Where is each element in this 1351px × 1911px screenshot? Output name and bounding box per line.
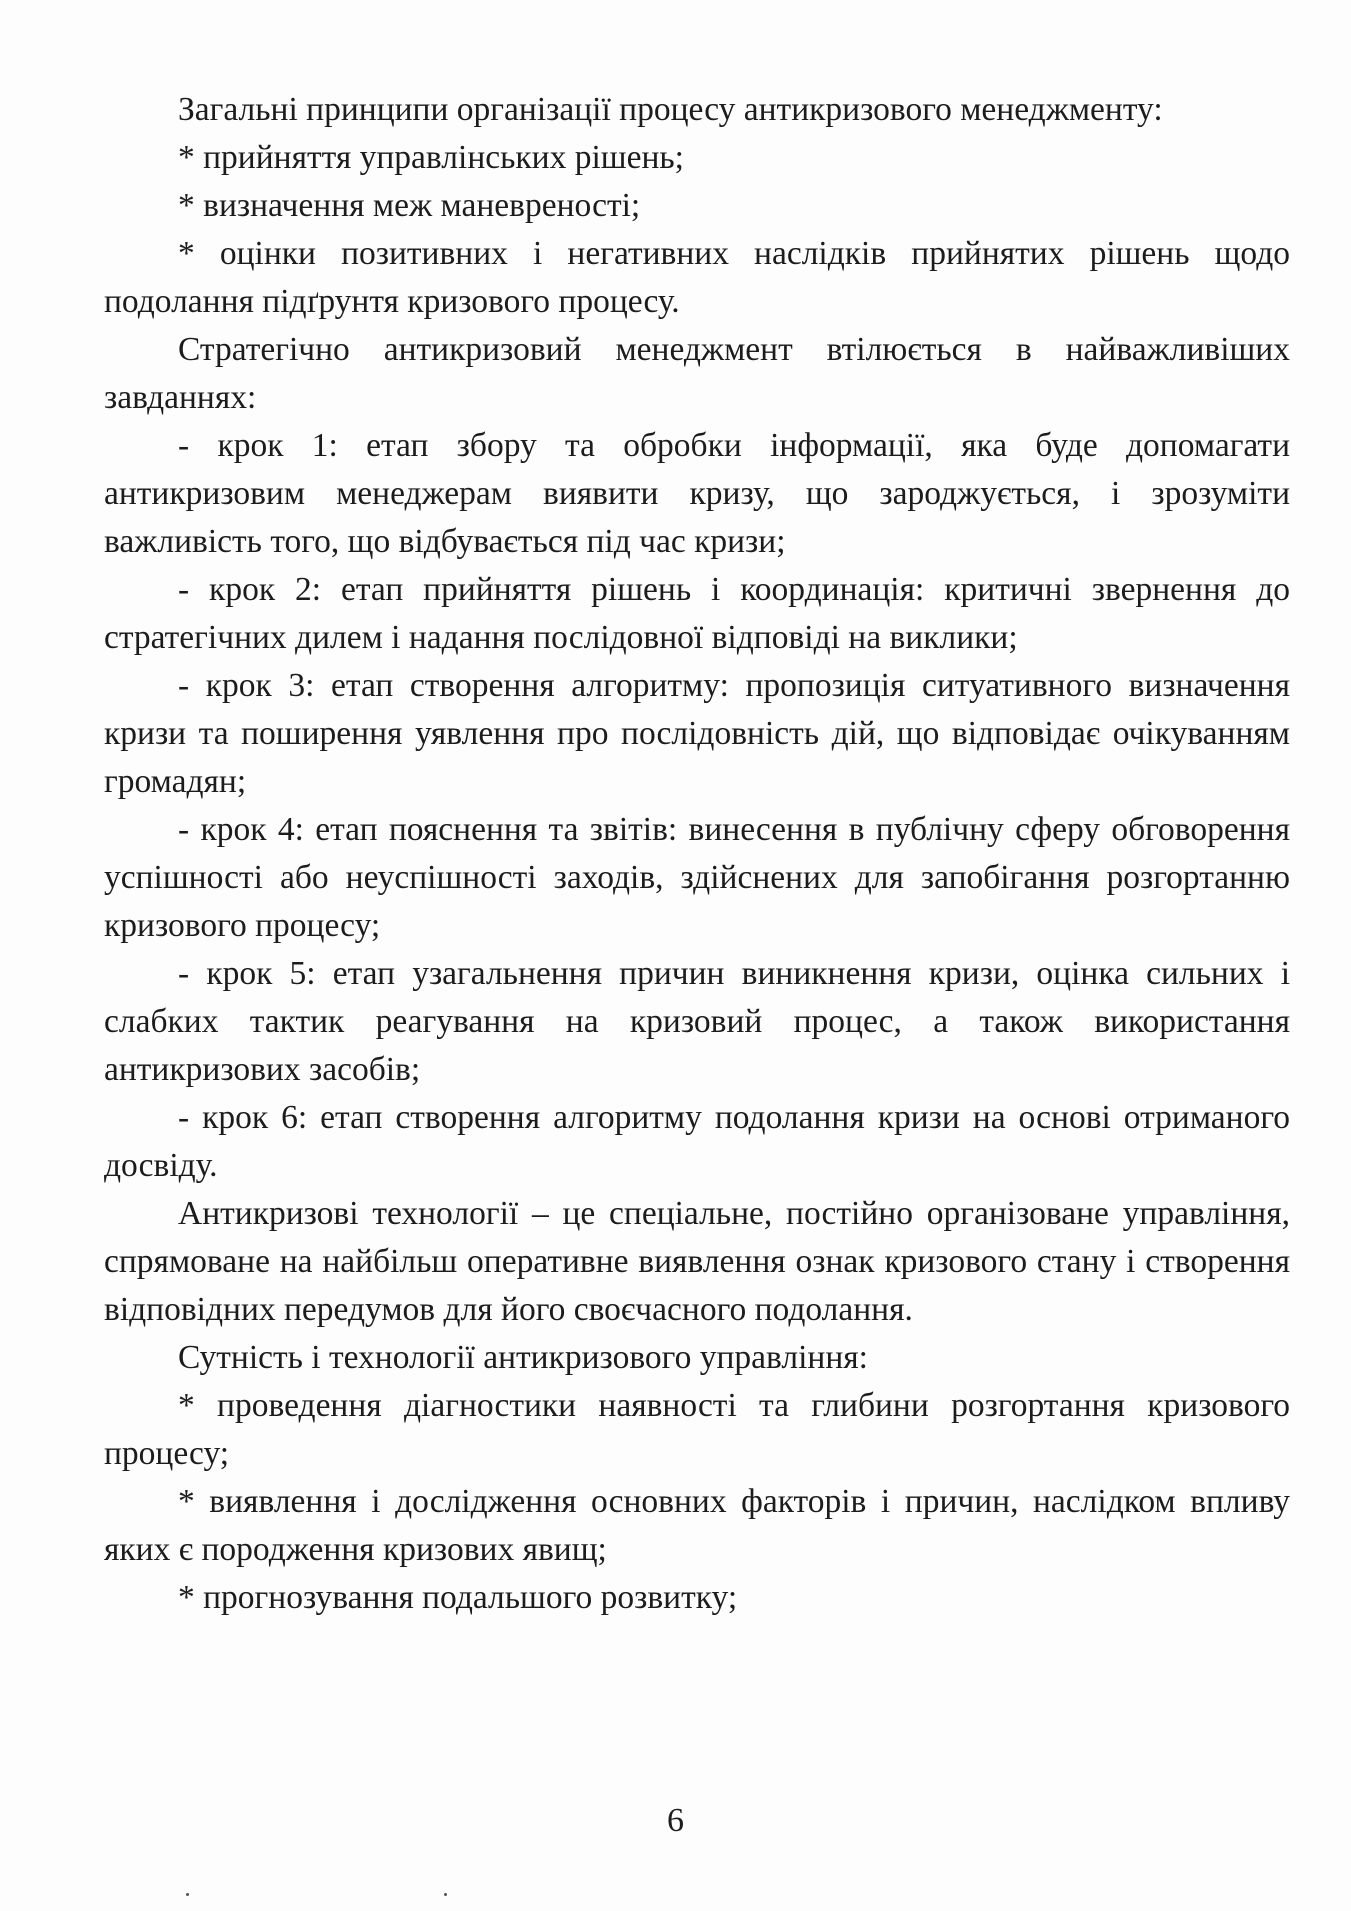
paragraph-essence-intro: Сутність і технології антикризового управління: [178, 1339, 868, 1376]
body-text [104, 86, 1290, 1622]
bullet-factor-research: * виявлення і дослідження основних факторів і причин, наслідком впливу яких є породження кризових явищ; [104, 1483, 1290, 1568]
step-3-item: - крок 3: етап створення алгоритму: пропозиція ситуативного визначення кризи та поширення уявлення про послідовність дій, що відповідає очікуванням громадян; [104, 667, 1290, 800]
scan-speck [444, 1893, 447, 1896]
bullet-maneuverability-limits: * визначення меж маневреності; [178, 187, 641, 224]
page-number: 6 [667, 1802, 684, 1839]
step-6-item: - крок 6: етап створення алгоритму подолання кризи на основі отриманого досвіду. [104, 1099, 1290, 1184]
paragraph-strategic-tasks-intro: Стратегічно антикризовий менеджмент втілюється в найважливіших завданнях: [104, 331, 1290, 416]
step-2-item: - крок 2: етап прийняття рішень і координація: критичні звернення до стратегічних дилем і надання послідовної відповіді на виклики; [104, 571, 1290, 656]
bullet-management-decisions: * прийняття управлінських рішень; [178, 139, 684, 176]
bullet-forecasting: * прогнозування подальшого розвитку; [178, 1579, 738, 1616]
paragraph-anticrisis-technologies: Антикризові технології – це спеціальне, постійно організоване управління, спрямоване на найбільш оперативне виявлення ознак кризового стану і створення відповідних передумов для його своєчасного подолання. [104, 1195, 1290, 1328]
bullet-diagnostics: * проведення діагностики наявності та глибини розгортання кризового процесу; [104, 1387, 1290, 1472]
step-1-item: - крок 1: етап збору та обробки інформації, яка буде допомагати антикризовим менеджерам виявити кризу, що зароджується, і зрозуміти важливість того, що відбувається під час кризи; [104, 427, 1290, 560]
scan-speck [186, 1893, 189, 1896]
paragraph-principles-intro: Загальні принципи організації процесу антикризового менеджменту: [178, 91, 1163, 128]
bullet-consequence-assessment: * оцінки позитивних і негативних наслідків прийнятих рішень щодо подолання підґрунтя кризового процесу. [104, 235, 1290, 320]
step-5-item: - крок 5: етап узагальнення причин виникнення кризи, оцінка сильних і слабких тактик реагування на кризовий процес, а також використання антикризових засобів; [104, 955, 1290, 1088]
step-4-item: - крок 4: етап пояснення та звітів: винесення в публічну сферу обговорення успішності або неуспішності заходів, здійснених для запобігання розгортанню кризового процесу; [104, 811, 1290, 944]
